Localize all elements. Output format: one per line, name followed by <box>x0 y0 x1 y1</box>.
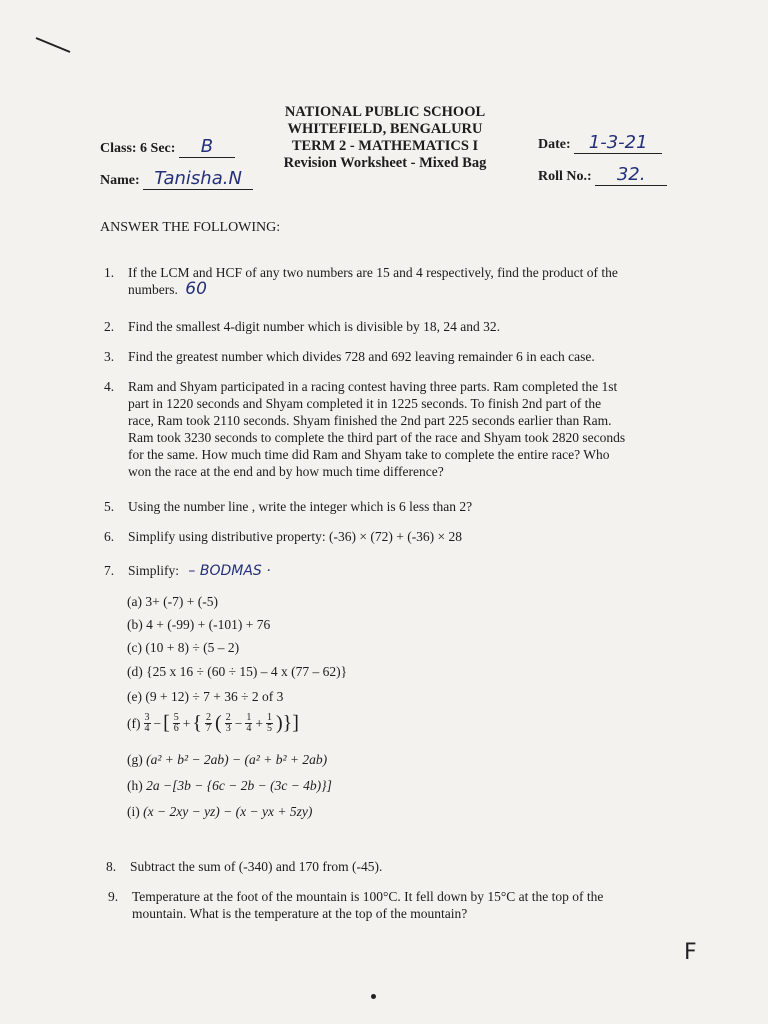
handwritten-answer: 60 <box>185 279 207 299</box>
subpart-b <box>127 617 270 633</box>
date-label: Date: <box>538 137 571 152</box>
roll-field <box>538 164 667 186</box>
subpart-f: (f) $\frac{3}{4}$ − [ $\frac{5}{6}$ + { $\frac{2}{7}$ ( $\frac{2}{3}$ − $\frac{1}{4}$ + $\frac{1}{5}$ )}] <box>127 712 299 734</box>
subpart-label: (i) <box>127 804 140 819</box>
name-label: Name: <box>100 173 140 188</box>
question-text-row <box>128 562 684 580</box>
question-8 <box>106 858 686 875</box>
question-number: 3. <box>104 349 115 364</box>
question-line: mountain. What is the temperature at the top of the mountain? <box>132 906 468 921</box>
question-text: Simplify using distributive property: (-36) × (72) + (-36) × 28 <box>128 529 463 544</box>
question-line: Ram and Shyam participated in a racing contest having three parts. Ram completed the 1st <box>128 379 618 394</box>
roll-value: 32. <box>595 164 667 186</box>
subpart-expression: {25 x 16 ÷ (60 ÷ 15) – 4 x (77 – 62)} <box>146 664 348 679</box>
question-number: 6. <box>104 529 115 544</box>
date-field <box>538 132 662 154</box>
fraction: $\frac{2}{3}$ <box>225 712 231 734</box>
question-text: Find the smallest 4-digit number which is divisible by 18, 24 and 32. <box>128 319 500 334</box>
subpart-label: (d) <box>127 664 143 679</box>
question-number: 4. <box>104 379 115 394</box>
subpart-label: (c) <box>127 640 142 655</box>
question-text: Simplify: <box>128 563 180 578</box>
instruction-heading: ANSWER THE FOLLOWING: <box>100 220 281 235</box>
fraction: $\frac{3}{4}$ <box>144 712 150 734</box>
question-text: Using the number line , write the integer which is 6 less than 2? <box>128 499 473 514</box>
subpart-label: (e) <box>127 689 142 704</box>
pen-stroke-mark <box>34 36 74 56</box>
subpart-a <box>127 594 218 610</box>
school-name: NATIONAL PUBLIC SCHOOL <box>284 104 486 120</box>
question-4 <box>104 378 694 480</box>
question-2 <box>104 318 684 335</box>
fraction: $\frac{1}{4}$ <box>246 712 252 734</box>
subpart-g <box>127 752 327 768</box>
subpart-h <box>127 778 332 794</box>
subpart-label: (g) <box>127 752 143 767</box>
corner-handwritten-mark: F <box>684 940 697 965</box>
question-number: 7. <box>104 563 115 578</box>
question-text: If the LCM and HCF of any two numbers are 15 and 4 respectively, find the product of the <box>128 265 618 280</box>
subpart-expression: 2a −[3b − {6c − 2b − (3c − 4b)}] <box>146 778 332 793</box>
question-6 <box>104 528 684 545</box>
question-number: 9. <box>108 889 119 904</box>
subpart-label: (b) <box>127 617 143 632</box>
school-location: WHITEFIELD, BENGALURU <box>287 121 483 137</box>
question-line: part in 1220 seconds and Shyam completed it in 1225 seconds. To finish 2nd part of the <box>128 396 602 411</box>
date-value: 1-3-21 <box>574 132 662 154</box>
subpart-expression: (9 + 12) ÷ 7 + 36 ÷ 2 of 3 <box>145 689 284 704</box>
subpart-e <box>127 689 283 705</box>
subpart-label: (f) <box>127 715 141 731</box>
name-field <box>100 168 253 190</box>
subpart-expression: 4 + (-99) + (-101) + 76 <box>146 617 271 632</box>
question-text-cont <box>128 281 684 298</box>
question-line: Ram took 3230 seconds to complete the third part of the race and Shyam took 2820 seconds <box>128 430 626 445</box>
question-9 <box>108 888 698 922</box>
question-line: for the same. How much time did Ram and Shyam take to complete the entire race? Who <box>128 447 610 462</box>
question-text-line2: numbers. <box>128 282 178 297</box>
school-header <box>260 104 510 172</box>
worksheet-title: Revision Worksheet - Mixed Bag <box>283 155 487 171</box>
class-label: Class: 6 Sec: <box>100 141 176 156</box>
roll-label: Roll No.: <box>538 169 592 184</box>
subpart-expression: 3+ (-7) + (-5) <box>145 594 218 609</box>
question-text: Find the greatest number which divides 728 and 692 leaving remainder 6 in each case. <box>128 349 595 364</box>
subpart-i <box>127 804 312 820</box>
subpart-expression: (x − 2xy − yz) − (x − yx + 5zy) <box>143 804 313 819</box>
subpart-d <box>127 664 347 680</box>
handwritten-note: – BODMAS · <box>188 563 271 579</box>
subpart-c <box>127 640 239 656</box>
question-1 <box>104 264 684 298</box>
name-value: Tanisha.N <box>143 168 253 190</box>
question-line: won the race at the end and by how much time difference? <box>128 464 444 479</box>
subpart-label: (h) <box>127 778 143 793</box>
term-title: TERM 2 - MATHEMATICS I <box>291 138 479 154</box>
subpart-label: (a) <box>127 594 142 609</box>
question-line: race, Ram took 2110 seconds. Shyam finished the 2nd part 225 seconds earlier than Ram. <box>128 413 612 428</box>
question-5 <box>104 498 684 515</box>
question-line: Temperature at the foot of the mountain is 100°C. It fell down by 15°C at the top of the <box>132 889 604 904</box>
fraction: $\frac{2}{7}$ <box>206 712 212 734</box>
question-number: 8. <box>106 859 117 874</box>
question-number: 2. <box>104 319 115 334</box>
question-7 <box>104 562 684 580</box>
subpart-expression: (10 + 8) ÷ (5 – 2) <box>145 640 240 655</box>
question-3 <box>104 348 684 365</box>
question-number: 1. <box>104 265 115 280</box>
question-text: Subtract the sum of (-340) and 170 from (-45). <box>130 859 383 874</box>
fraction: $\frac{5}{6}$ <box>173 712 179 734</box>
class-field <box>100 136 235 158</box>
question-number: 5. <box>104 499 115 514</box>
ink-dot <box>371 994 376 999</box>
fraction: $\frac{1}{5}$ <box>266 712 272 734</box>
subpart-expression: (a² + b² − 2ab) − (a² + b² + 2ab) <box>146 752 328 767</box>
class-value: B <box>179 136 235 158</box>
